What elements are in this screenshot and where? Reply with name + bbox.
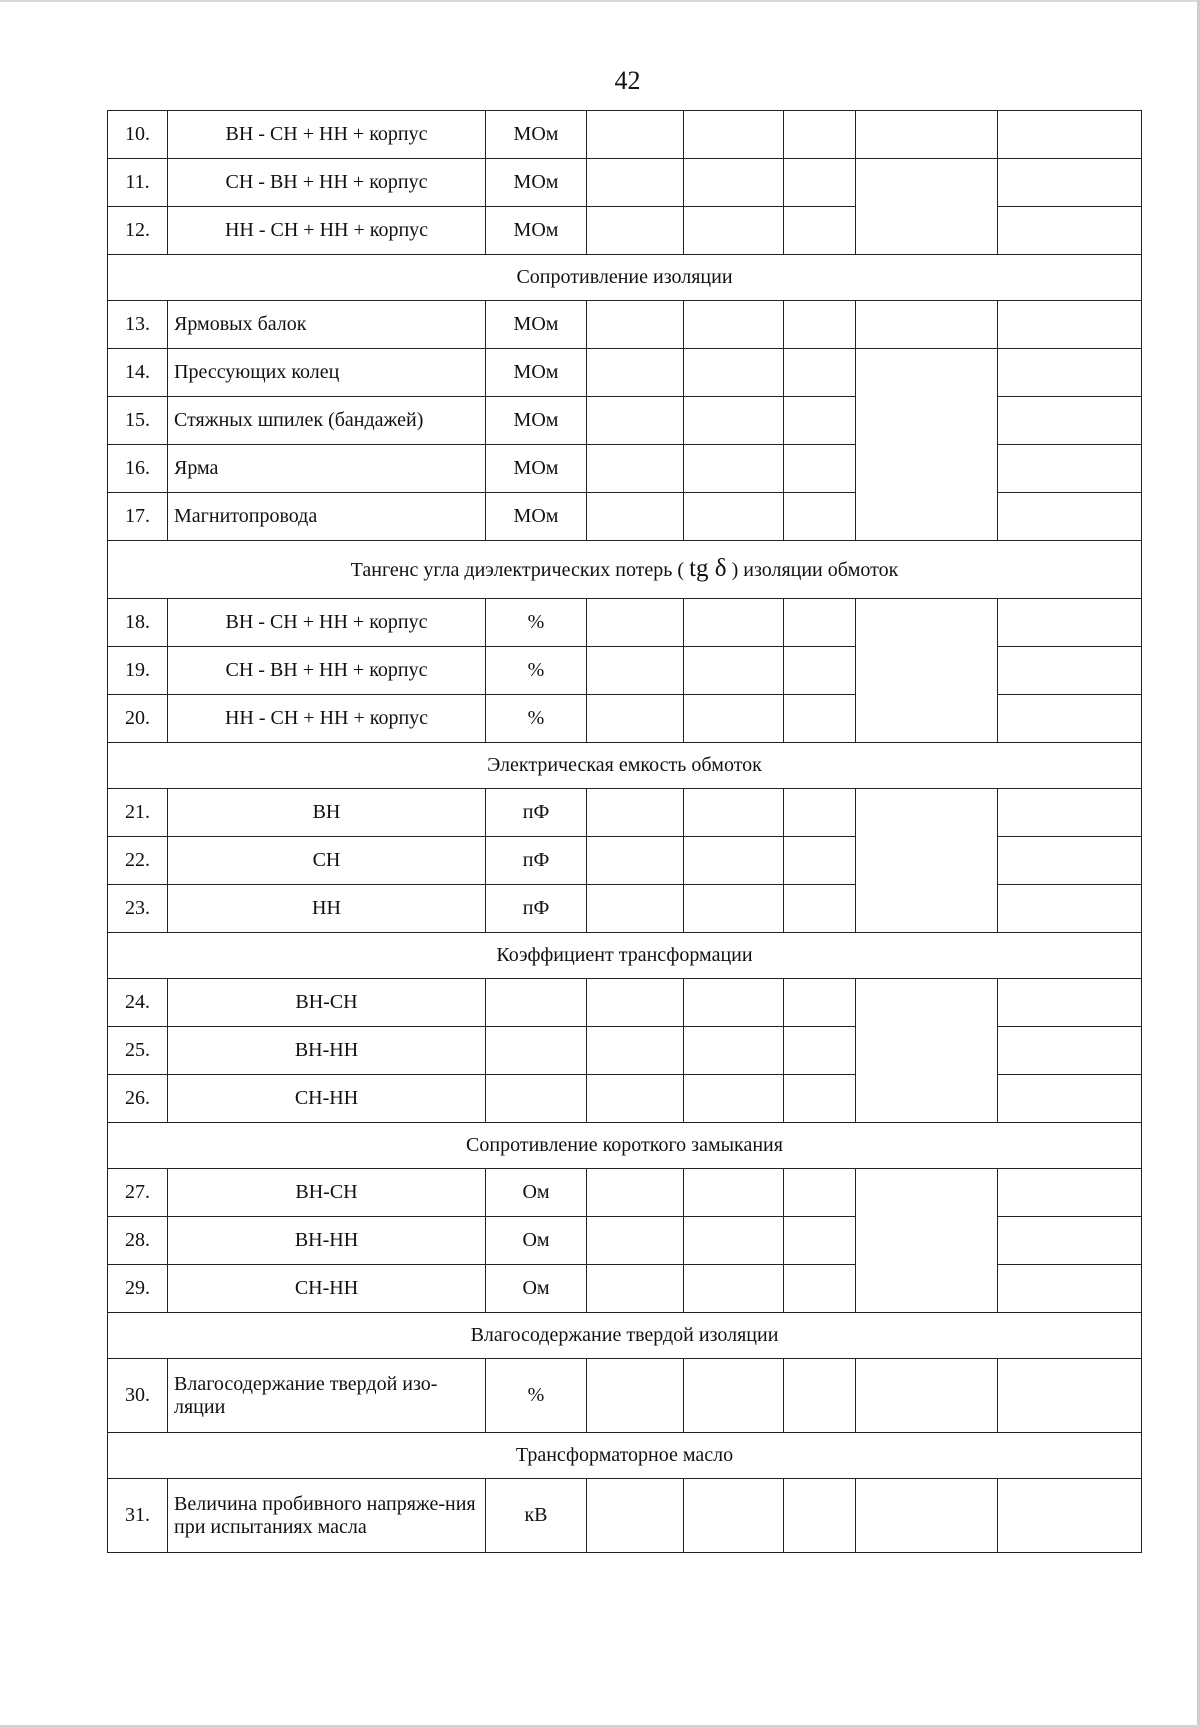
row-number: 24. <box>108 979 168 1027</box>
section-row <box>108 743 1142 789</box>
section-row <box>108 933 1142 979</box>
value-cell <box>784 159 856 207</box>
value-cell <box>784 695 856 743</box>
value-cell <box>784 979 856 1027</box>
value-cell <box>784 301 856 349</box>
value-cell <box>684 647 784 695</box>
row-name: Ярмовых балок <box>168 301 486 349</box>
row-number: 12. <box>108 207 168 255</box>
value-cell <box>587 695 684 743</box>
section-title: Коэффициент трансформации <box>108 933 1142 979</box>
table-row <box>108 349 1142 397</box>
value-cell <box>998 837 1142 885</box>
row-number: 27. <box>108 1169 168 1217</box>
value-cell <box>784 1265 856 1313</box>
merged-cell <box>856 599 998 743</box>
value-cell <box>684 1027 784 1075</box>
value-cell <box>587 301 684 349</box>
merged-cell <box>856 1169 998 1313</box>
row-unit: пФ <box>486 885 587 933</box>
section-row <box>108 1313 1142 1359</box>
section-title: Трансформаторное масло <box>108 1433 1142 1479</box>
value-cell <box>587 1169 684 1217</box>
value-cell <box>684 349 784 397</box>
value-cell <box>998 1027 1142 1075</box>
row-number: 29. <box>108 1265 168 1313</box>
section-title: Электрическая емкость обмоток <box>108 743 1142 789</box>
value-cell <box>998 301 1142 349</box>
value-cell <box>998 695 1142 743</box>
row-unit: Ом <box>486 1265 587 1313</box>
row-unit: Ом <box>486 1217 587 1265</box>
row-name: Магнитопровода <box>168 493 486 541</box>
value-cell <box>998 979 1142 1027</box>
row-unit <box>486 979 587 1027</box>
section-row <box>108 255 1142 301</box>
row-number: 10. <box>108 111 168 159</box>
value-cell <box>587 493 684 541</box>
value-cell <box>587 397 684 445</box>
row-unit: МОм <box>486 207 587 255</box>
table-row <box>108 789 1142 837</box>
section-row <box>108 1433 1142 1479</box>
row-number: 30. <box>108 1359 168 1433</box>
value-cell <box>587 647 684 695</box>
merged-cell <box>856 159 998 255</box>
row-name: Стяжных шпилек (бандажей) <box>168 397 486 445</box>
row-number: 17. <box>108 493 168 541</box>
value-cell <box>587 349 684 397</box>
row-name: НН <box>168 885 486 933</box>
value-cell <box>587 979 684 1027</box>
value-cell <box>587 837 684 885</box>
row-unit: кВ <box>486 1479 587 1553</box>
row-name: ВН-НН <box>168 1217 486 1265</box>
row-unit <box>486 1027 587 1075</box>
row-name: Ярма <box>168 445 486 493</box>
value-cell <box>784 445 856 493</box>
value-cell <box>684 695 784 743</box>
value-cell <box>784 207 856 255</box>
row-name: СН - ВН + НН + корпус <box>168 647 486 695</box>
value-cell <box>998 599 1142 647</box>
row-unit: МОм <box>486 349 587 397</box>
value-cell <box>684 599 784 647</box>
section-title: Сопротивление короткого замыкания <box>108 1123 1142 1169</box>
section-title-start: Тангенс угла диэлектрических потерь ( <box>350 559 685 582</box>
value-cell <box>684 1479 784 1553</box>
row-number: 22. <box>108 837 168 885</box>
value-cell <box>998 885 1142 933</box>
row-name: СН - ВН + НН + корпус <box>168 159 486 207</box>
value-cell <box>587 1075 684 1123</box>
value-cell <box>684 301 784 349</box>
value-cell <box>784 349 856 397</box>
merged-cell <box>856 789 998 933</box>
row-unit: % <box>486 599 587 647</box>
value-cell <box>587 445 684 493</box>
row-unit: МОм <box>486 111 587 159</box>
row-number: 21. <box>108 789 168 837</box>
value-cell <box>784 1217 856 1265</box>
table-row <box>108 1479 1142 1553</box>
value-cell <box>998 445 1142 493</box>
page-number: 42 <box>614 66 641 95</box>
row-number: 26. <box>108 1075 168 1123</box>
value-cell <box>587 159 684 207</box>
value-cell <box>684 789 784 837</box>
value-cell <box>684 159 784 207</box>
value-cell <box>587 207 684 255</box>
value-cell <box>998 789 1142 837</box>
value-cell <box>784 1359 856 1433</box>
value-cell <box>784 599 856 647</box>
section-title: Влагосодержание твердой изоляции <box>108 1313 1142 1359</box>
value-cell <box>998 207 1142 255</box>
value-cell <box>856 1479 998 1553</box>
row-unit: МОм <box>486 493 587 541</box>
row-unit: % <box>486 647 587 695</box>
scan-edge-top <box>0 0 1200 2</box>
merged-cell <box>856 979 998 1123</box>
test-results-table <box>107 110 1142 1553</box>
merged-cell <box>856 349 998 541</box>
value-cell <box>684 885 784 933</box>
value-cell <box>856 111 998 159</box>
value-cell <box>784 1479 856 1553</box>
table-row <box>108 111 1142 159</box>
value-cell <box>587 1359 684 1433</box>
section-title <box>108 541 1142 599</box>
section-title: Сопротивление изоляции <box>108 255 1142 301</box>
value-cell <box>998 647 1142 695</box>
value-cell <box>684 493 784 541</box>
value-cell <box>587 1027 684 1075</box>
table-row <box>108 159 1142 207</box>
value-cell <box>587 789 684 837</box>
row-number: 31. <box>108 1479 168 1553</box>
row-name: Прессующих колец <box>168 349 486 397</box>
row-unit: % <box>486 1359 587 1433</box>
value-cell <box>998 1075 1142 1123</box>
value-cell <box>784 493 856 541</box>
value-cell <box>784 397 856 445</box>
row-name: СН-НН <box>168 1075 486 1123</box>
table-row <box>108 979 1142 1027</box>
value-cell <box>998 159 1142 207</box>
row-unit: МОм <box>486 445 587 493</box>
row-name: Величина пробивного напряже-ния при испытаниях масла <box>168 1479 486 1553</box>
value-cell <box>684 111 784 159</box>
row-name: СН-НН <box>168 1265 486 1313</box>
value-cell <box>684 979 784 1027</box>
value-cell <box>998 1359 1142 1433</box>
section-title-end: ) изоляции обмоток <box>731 559 899 582</box>
value-cell <box>784 1075 856 1123</box>
table-row <box>108 1169 1142 1217</box>
row-number: 25. <box>108 1027 168 1075</box>
row-number: 19. <box>108 647 168 695</box>
value-cell <box>684 397 784 445</box>
value-cell <box>684 1075 784 1123</box>
value-cell <box>784 837 856 885</box>
row-number: 11. <box>108 159 168 207</box>
value-cell <box>684 207 784 255</box>
value-cell <box>856 301 998 349</box>
row-name: ВН-СН <box>168 1169 486 1217</box>
row-number: 18. <box>108 599 168 647</box>
value-cell <box>587 1217 684 1265</box>
row-name: ВН - СН + НН + корпус <box>168 111 486 159</box>
value-cell <box>856 1359 998 1433</box>
row-name: НН - СН + НН + корпус <box>168 695 486 743</box>
value-cell <box>998 1217 1142 1265</box>
value-cell <box>684 445 784 493</box>
section-row <box>108 541 1142 599</box>
row-unit: пФ <box>486 789 587 837</box>
value-cell <box>684 837 784 885</box>
value-cell <box>784 789 856 837</box>
section-row <box>108 1123 1142 1169</box>
row-unit: МОм <box>486 159 587 207</box>
row-number: 28. <box>108 1217 168 1265</box>
table-row <box>108 1359 1142 1433</box>
row-name: ВН - СН + НН + корпус <box>168 599 486 647</box>
row-name: ВН-СН <box>168 979 486 1027</box>
value-cell <box>684 1217 784 1265</box>
row-name: ВН <box>168 789 486 837</box>
value-cell <box>587 885 684 933</box>
row-name: НН - СН + НН + корпус <box>168 207 486 255</box>
value-cell <box>784 111 856 159</box>
value-cell <box>587 1265 684 1313</box>
row-name: СН <box>168 837 486 885</box>
value-cell <box>784 647 856 695</box>
value-cell <box>684 1359 784 1433</box>
value-cell <box>998 397 1142 445</box>
row-unit <box>486 1075 587 1123</box>
table-row <box>108 301 1142 349</box>
value-cell <box>587 111 684 159</box>
row-number: 14. <box>108 349 168 397</box>
value-cell <box>784 885 856 933</box>
row-name: Влагосодержание твердой изо-ляции <box>168 1359 486 1433</box>
value-cell <box>998 1479 1142 1553</box>
row-number: 13. <box>108 301 168 349</box>
row-unit: МОм <box>486 397 587 445</box>
value-cell <box>998 493 1142 541</box>
row-unit: % <box>486 695 587 743</box>
value-cell <box>998 1169 1142 1217</box>
value-cell <box>998 349 1142 397</box>
row-unit: пФ <box>486 837 587 885</box>
tg-delta-symbol: tg δ <box>689 555 727 583</box>
value-cell <box>784 1169 856 1217</box>
row-unit: МОм <box>486 301 587 349</box>
row-number: 16. <box>108 445 168 493</box>
value-cell <box>587 1479 684 1553</box>
value-cell <box>998 1265 1142 1313</box>
row-unit: Ом <box>486 1169 587 1217</box>
table-row <box>108 599 1142 647</box>
row-number: 15. <box>108 397 168 445</box>
row-number: 20. <box>108 695 168 743</box>
value-cell <box>684 1265 784 1313</box>
value-cell <box>784 1027 856 1075</box>
value-cell <box>998 111 1142 159</box>
value-cell <box>587 599 684 647</box>
row-name: ВН-НН <box>168 1027 486 1075</box>
value-cell <box>684 1169 784 1217</box>
row-number: 23. <box>108 885 168 933</box>
